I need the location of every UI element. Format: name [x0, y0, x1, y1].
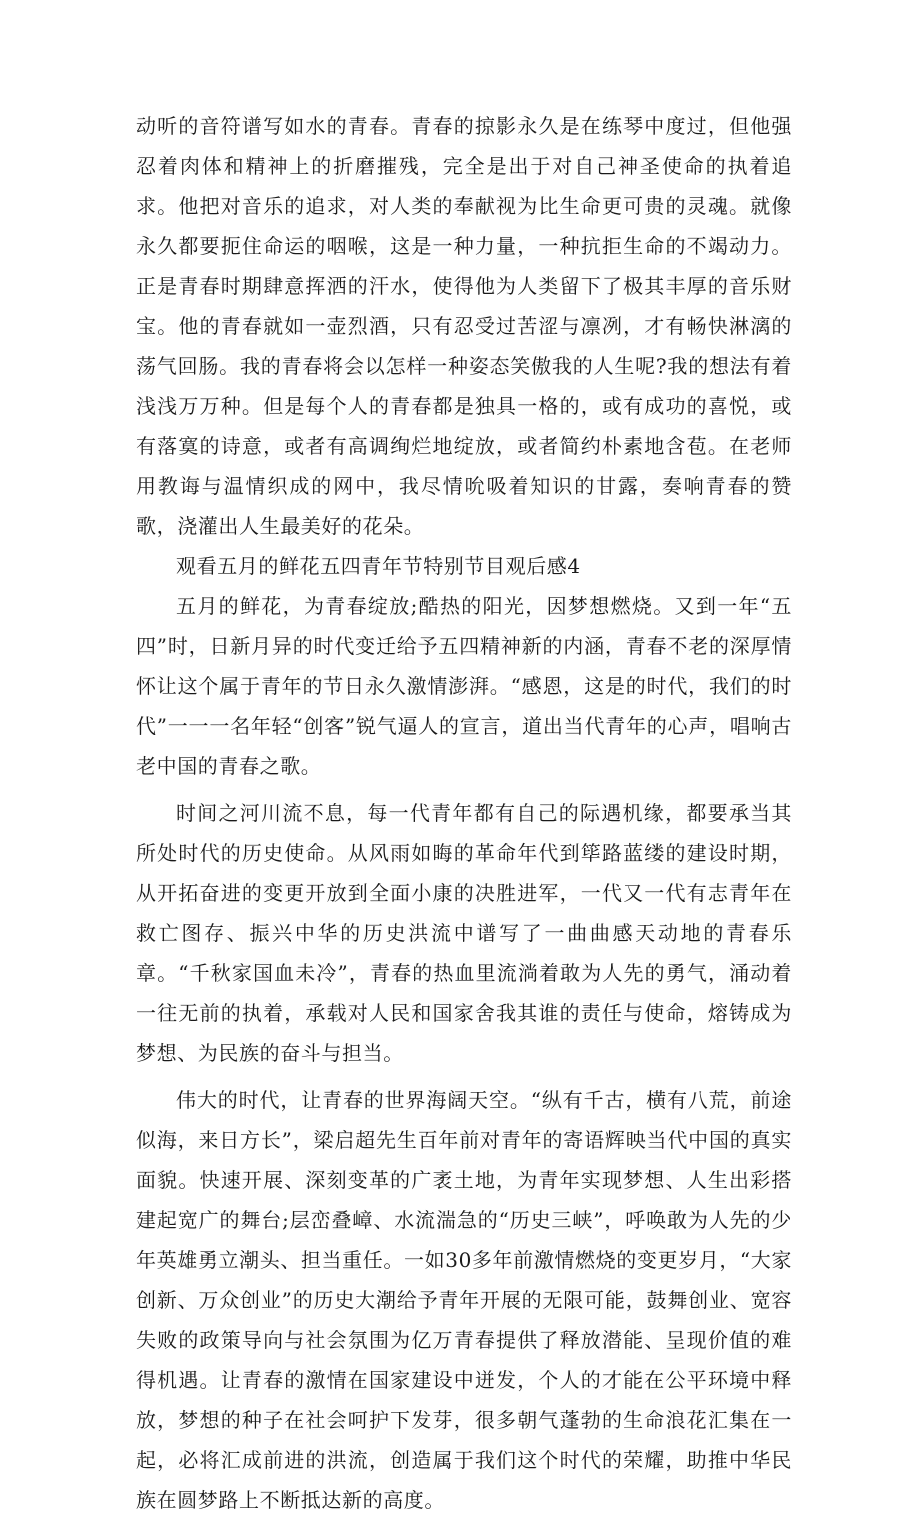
- paragraph: 时间之河川流不息，每一代青年都有自己的际遇机缘，都要承当其所处时代的历史使命。从风雨如晦的革命年代到筚路蓝缕的建设时期，从开拓奋进的变更开放到全面小康的决胜进军，一代又一代有志青年在救亡图存、振兴中华的历史洪流中谱写了一曲曲感天动地的青春乐章。“千秋家国血未冷”，青春的热血里流淌着敢为人先的勇气，涌动着一往无前的执着，承载对人民和国家舍我其谁的责任与使命，熔铸成为梦想、为民族的奋斗与担当。: [136, 801, 792, 1065]
- paragraph: 五月的鲜花，为青春绽放;酷热的阳光，因梦想燃烧。又到一年“五四”时，日新月异的时代变迁给予五四精神新的内涵，青春不老的深厚情怀让这个属于青年的节日永久激情澎湃。“感恩，这是的时代，我们的时代”一一一名年轻“创客”锐气逼人的宣言，道出当代青年的心声，唱响古老中国的青春之歌。: [136, 594, 792, 778]
- paragraph-continued: 动听的音符谱写如水的青春。青春的掠影永久是在练琴中度过，但他强忍着肉体和精神上的折磨摧残，完全是出于对自己神圣使命的执着追求。他把对音乐的追求，对人类的奉献视为比生命更可贵的灵魂。就像永久都要扼住命运的咽喉，这是一种力量，一种抗拒生命的不竭动力。正是青春时期肆意挥洒的汗水，使得他为人类留下了极其丰厚的音乐财宝。他的青春就如一壶烈酒，只有忍受过苦涩与凛冽，才有畅快淋漓的荡气回肠。我的青春将会以怎样一种姿态笑傲我的人生呢?我的想法有着浅浅万万种。但是每个人的青春都是独具一格的，或有成功的喜悦，或有落寞的诗意，或者有高调绚烂地绽放，或者简约朴素地含苞。在老师用教诲与温情织成的网中，我尽情吮吸着知识的甘露，奏响青春的赞歌，浇灌出人生最美好的花朵。: [136, 114, 792, 538]
- section-heading: 观看五月的鲜花五四青年节特别节目观后感4: [176, 554, 581, 578]
- document-page: [136, 106, 792, 1527]
- paragraph: 伟大的时代，让青春的世界海阔天空。“纵有千古，横有八荒，前途似海，来日方长”，梁启超先生百年前对青年的寄语辉映当代中国的真实面貌。快速开展、深刻变革的广袤土地，为青年实现梦想、人生出彩搭建起宽广的舞台;层峦叠嶂、水流湍急的“历史三峡”，呼唤敢为人先的少年英雄勇立潮头、担当重任。一如30多年前激情燃烧的变更岁月，“大家创新、万众创业”的历史大潮给予青年开展的无限可能，鼓舞创业、宽容失败的政策导向与社会氛围为亿万青春提供了释放潜能、呈现价值的难得机遇。让青春的激情在国家建设中迸发，个人的才能在公平环境中释放，梦想的种子在社会呵护下发芽，很多朝气蓬勃的生命浪花汇集在一起，必将汇成前进的洪流，创造属于我们这个时代的荣耀，助推中华民族在圆梦路上不断抵达新的高度。: [136, 1088, 792, 1512]
